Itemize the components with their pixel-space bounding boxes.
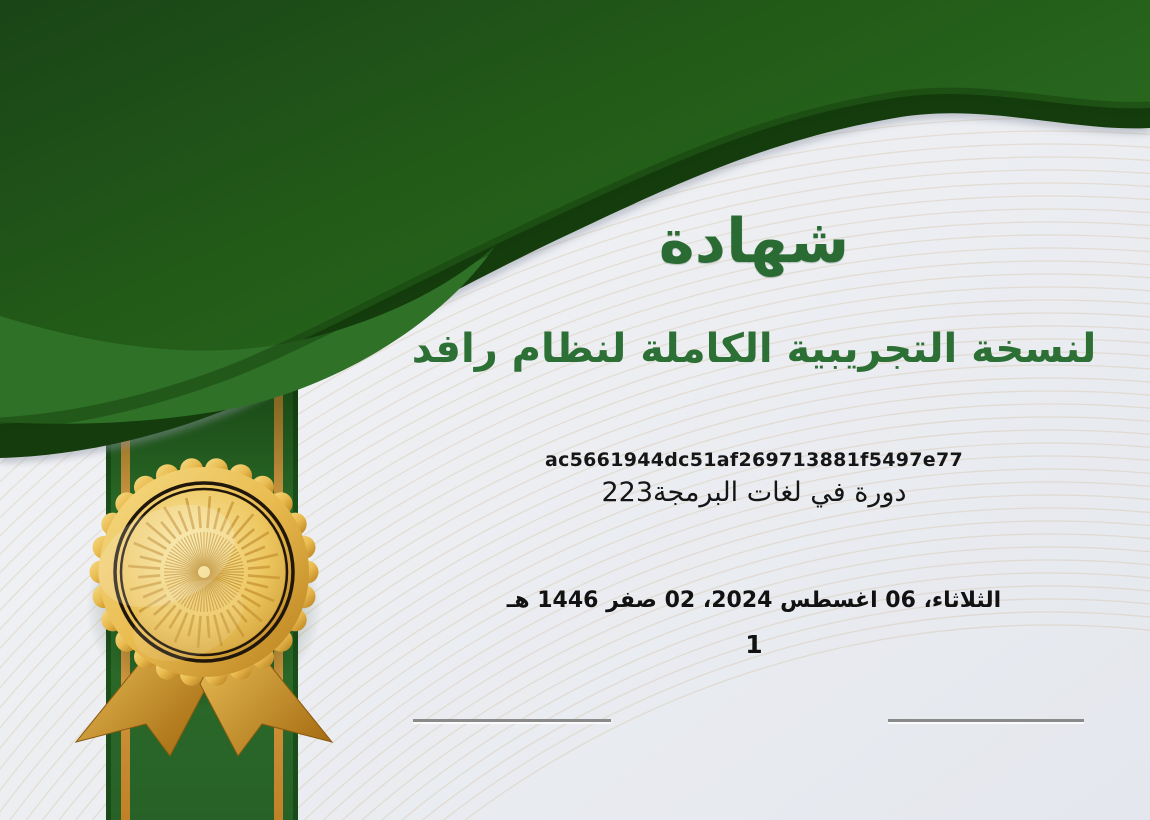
credential-code: ac5661944dc51af269713881f5497e77: [544, 449, 964, 471]
issue-date: الثلاثاء، 06 اغسطس 2024، 02 صفر 1446 هـ: [506, 588, 1002, 613]
signature-line-right: [888, 719, 1084, 722]
course-name: دورة في لغات البرمجة223: [601, 477, 907, 508]
signature-line-left: [413, 719, 611, 722]
certificate-subtitle: لنسخة التجريبية الكاملة لنظام رافد: [411, 326, 1097, 372]
certificate-title: شهادة: [658, 206, 850, 277]
serial-number: 1: [745, 630, 763, 659]
